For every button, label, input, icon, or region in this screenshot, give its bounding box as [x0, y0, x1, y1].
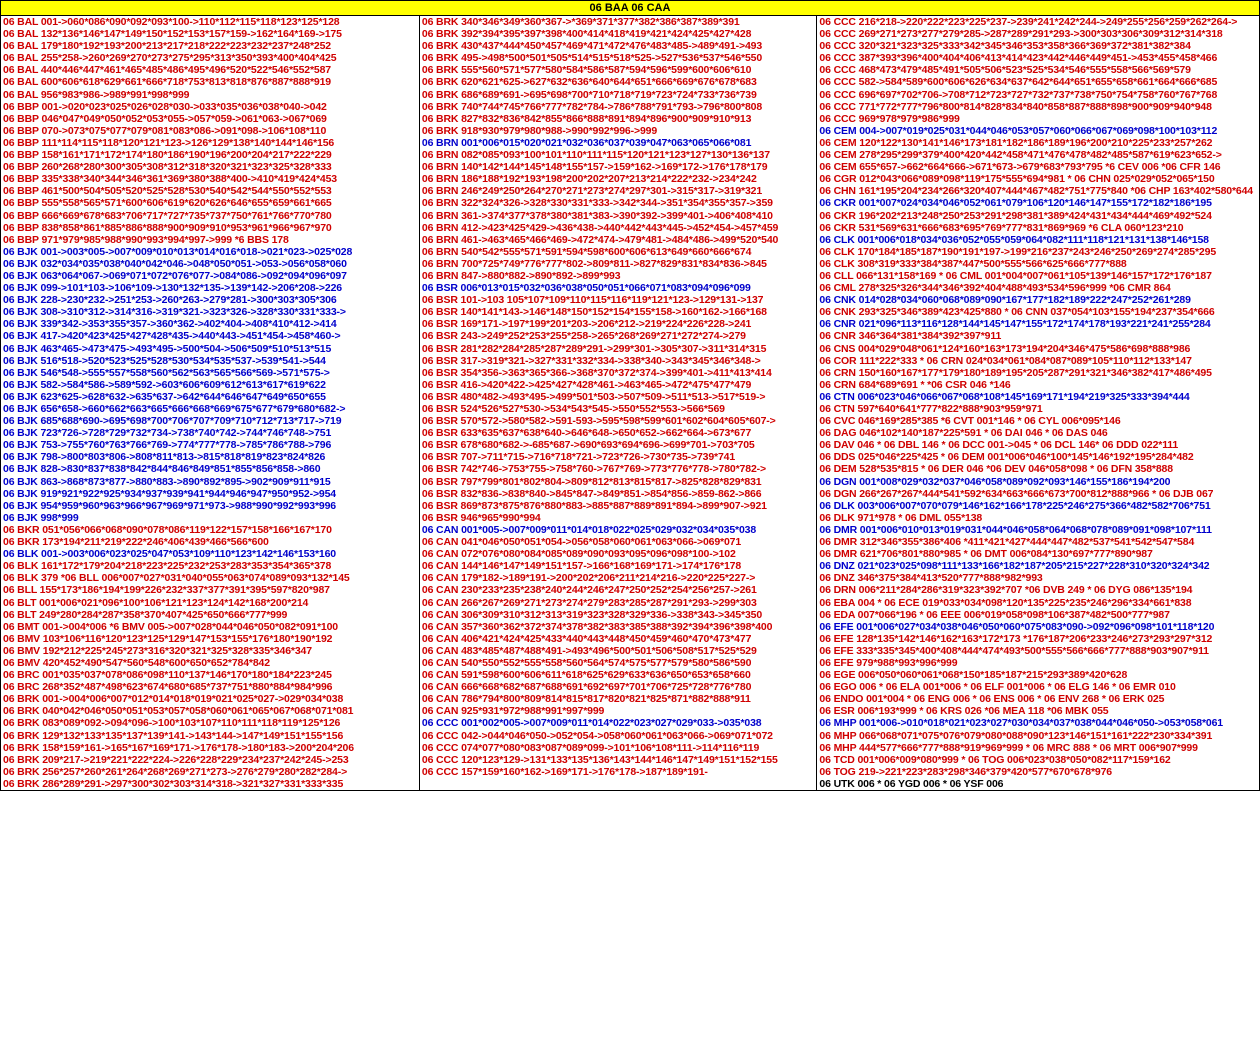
- listing-row: 06 BRK 495->498*500*501*505*514*515*518*525->527*536*537*546*550: [421, 52, 763, 65]
- listing-row: 06 BBP 046*047*049*050*052*053*055->057*059->061*063->067*069: [3, 112, 327, 125]
- listing-row: 06 CAN 306*309*310*312*313*319*323*328*329*336->338*343->345*350: [421, 608, 763, 621]
- listing-row: 06 BRN 361->374*377*378*380*381*383->390*392->399*401->406*408*410: [421, 209, 773, 222]
- listing-row: 06 DAG 046*102*140*187*225*591 * 06 DAI 046 * 06 DAS 046: [819, 427, 1108, 440]
- column-left: [1, 16, 420, 790]
- listing-row: 06 BJK 998*999: [3, 511, 79, 524]
- listing-row: 06 BSR 742*746->753*755->758*760->767*769->773*776*778->780*782->: [421, 463, 766, 476]
- listing-row: 06 BJK 863->868*873*877->880*883->890*892*895->902*909*911*915: [3, 475, 331, 488]
- listing-row: 06 BJK 656*658->660*662*663*665*666*668*669*675*677*679*680*682->: [3, 403, 346, 415]
- listing-row: 06 BJK 063*064*067->069*071*072*076*077->084*086->092*094*096*097: [3, 269, 347, 282]
- listing-row: 06 BBP 971*979*985*988*990*993*994*997->999 *6 BBS 178: [3, 233, 289, 246]
- listing-row: 06 BJK 417->420*423*425*427*428*435->440*443->451*454->458*460->: [3, 330, 341, 343]
- listing-row: 06 BSR 570*572->580*582->591-593->595*598*599*601*602*604*605*607->: [421, 415, 776, 428]
- listing-row: 06 BKR 173*194*211*219*222*246*406*439*466*566*600: [3, 536, 269, 549]
- listing-row: 06 CAN 483*485*487*488*491->493*496*500*501*506*508*517*525*529: [421, 644, 757, 657]
- listing-row: 06 CHN 161*195*204*234*266*320*407*444*467*482*751*775*840 *06 CHP 163*402*580*644: [819, 185, 1253, 198]
- listing-row: 06 BRN 540*542*555*571*591*594*598*600*606*613*649*660*666*674: [421, 245, 752, 258]
- listing-row: 06 DLK 971*978 * 06 DML 055*138: [819, 511, 983, 524]
- listing-row: 06 CCC 582->584*589*600*606*626*634*637*642*644*651*655*658*661*664*666*685: [819, 76, 1218, 89]
- listing-row: 06 DRN 006*211*284*286*319*323*392*707 *06 DVB 249 * 06 DYG 086*135*194: [819, 584, 1193, 597]
- listing-row: 06 BRN 412->423*425*429->436*438->440*442*443*445->452*454->457*459: [421, 221, 779, 234]
- listing-row: 06 CAN 357*360*362*372*374*378*382*383*385*388*392*394*396*398*400: [421, 620, 773, 633]
- listing-row: 06 BSR 480*482->493*495->499*501*503->507*509->511*513->517*519->: [421, 390, 766, 403]
- listing-row: 06 EDA 007*066*196 * 06 EEE 006*019*058*098*106*387*482*500*777*987: [819, 608, 1170, 621]
- listing-row: 06 BSR 633*635*637*638*640->646*648->650*652->662*664->673*677: [421, 427, 752, 440]
- listing-row: 06 CCC 074*077*080*083*087*089*099->101*106*108*111->114*116*119: [421, 741, 760, 754]
- listing-row: 06 BSR 797*799*801*802*804->809*812*813*815*817->825*828*829*831: [421, 475, 762, 488]
- listing-row: 06 CTN 597*640*641*777*822*888*903*959*971: [819, 403, 1043, 415]
- listing-row: 06 BRK 256*257*260*261*264*268*269*271*273->276*279*280*282*284->: [3, 765, 348, 778]
- listing-row: 06 CCC 771*772*777*796*800*814*828*834*840*858*887*888*898*900*909*940*948: [819, 100, 1212, 113]
- listing-row: 06 BRN 001*006*015*020*021*032*036*037*039*047*063*065*066*081: [421, 136, 752, 149]
- listing-row: 06 BLK 001->003*006*023*025*047*053*109*110*123*142*146*153*160: [3, 548, 336, 561]
- listing-row: 06 BJK 919*921*922*925*934*937*939*941*944*946*947*950*952->954: [3, 487, 336, 500]
- listing-row: 06 BLK 379 *06 BLL 006*007*027*031*040*055*063*074*089*093*132*145: [3, 572, 350, 585]
- listing-row: 06 CAN 041*046*050*051*054->056*058*060*061*063*066->069*071: [421, 536, 742, 549]
- listing-row: 06 CAN 266*267*269*271*273*274*279*283*285*287*291*293->299*303: [421, 596, 757, 609]
- listing-row: 06 CCC 120*123*129->131*133*135*136*143*144*146*147*149*151*152*155: [421, 753, 778, 766]
- listing-row: 06 BJK 723*726->728*729*732*734->738*740*742->744*746*748->751: [3, 427, 332, 440]
- listing-row: 06 CNK 014*028*034*060*068*089*090*167*177*182*189*222*247*252*261*289: [819, 294, 1191, 307]
- listing-row: 06 BRK 686*689*691->695*698*700*710*718*719*723*724*733*736*739: [421, 88, 757, 101]
- listing-row: 06 BSR 140*141*143->146*148*150*152*154*155*158->160*162->166*168: [421, 306, 767, 319]
- listing-row: 06 CRN 684*689*691 * *06 CSR 046 *146: [819, 378, 1011, 391]
- listing-row: 06 CEM 120*122*130*141*146*173*181*182*186*189*196*200*210*225*233*257*262: [819, 136, 1213, 149]
- listing-row: 06 BRN 322*324*326->328*330*331*333->342*344->351*354*355*357->359: [421, 197, 773, 210]
- listing-row: 06 BLT 001*006*021*096*100*106*121*123*124*142*168*200*214: [3, 596, 309, 609]
- listing-row: 06 CNR 021*096*113*116*128*144*145*147*155*172*174*178*193*221*241*255*284: [819, 318, 1211, 331]
- listing-row: 06 BMV 420*452*490*547*560*548*600*650*652*784*842: [3, 656, 270, 669]
- listing-row: 06 BJK 685*688*690->695*698*700*706*707*709*710*712*713*717->719: [3, 415, 342, 428]
- listing-row: 06 CAN 072*076*080*084*085*089*090*093*095*096*098*100->102: [421, 548, 736, 561]
- listing-row: 06 EGO 006 * 06 ELA 001*006 * 06 ELF 001*006 * 06 ELG 146 * 06 EMR 010: [819, 681, 1176, 694]
- listing-row: 06 CCC 969*978*979*986*999: [819, 112, 960, 125]
- listing-row: 06 CML 278*325*326*344*346*392*404*488*493*534*596*999 *06 CMR 864: [819, 282, 1171, 295]
- listing-row: 06 BJK 463*465->473*475->493*495->500*504->506*509*510*513*515: [3, 342, 332, 355]
- listing-row: 06 BSR 416->420*422->425*427*428*461->463*465->472*475*477*479: [421, 378, 752, 391]
- listing-row: 06 BRK 209*217->219*221*222*224->226*228*229*234*237*242*245->253: [3, 753, 349, 766]
- listing-row: 06 CEM 004->007*019*025*031*044*046*053*057*060*066*067*069*098*100*103*112: [819, 124, 1218, 137]
- listing-row: 06 BJK 798->800*803*806->808*811*813->815*818*819*823*824*826: [3, 451, 326, 464]
- listing-row: 06 CCC 320*321*323*325*333*342*345*346*353*358*366*369*372*381*382*384: [819, 40, 1191, 53]
- listing-row: 06 DGN 266*267*267*444*541*592*634*663*666*673*700*812*888*966 * 06 DJB 067: [819, 487, 1214, 500]
- listing-row: 06 BSR 946*965*990*994: [421, 511, 541, 524]
- listing-row: 06 BSR 869*873*875*876*880*883->885*887*889*891*894->899*907->921: [421, 499, 767, 512]
- listing-row: 06 DMR 001*006*010*013*019*031*044*046*058*064*068*078*089*091*098*107*111: [819, 523, 1212, 536]
- listing-row: 06 CKR 531*569*631*666*683*695*769*777*831*869*969 *6 CLA 060*123*210: [819, 221, 1184, 234]
- listing-row: 06 CAN 230*233*235*238*240*244*246*247*250*252*254*256*257->261: [421, 584, 757, 597]
- listing-row: 06 EGE 006*050*060*061*068*150*185*187*215*293*389*420*628: [819, 669, 1128, 682]
- page-title: 06 BAA 06 CAA: [1, 1, 1259, 16]
- listing-row: 06 BBP 666*669*678*683*706*717*727*735*737*750*761*766*770*780: [3, 209, 332, 222]
- listing-row: 06 BKR 051*056*066*068*090*078*086*119*122*157*158*166*167*170: [3, 523, 332, 536]
- listing-row: 06 BAL 440*446*447*461*465*485*486*495*496*520*522*546*552*587: [3, 64, 331, 77]
- listing-row: 06 BSR 678*680*682->-685*687->690*693*694*696->699*701->703*705: [421, 439, 755, 452]
- columns-container: [1, 16, 1259, 790]
- listing-row: 06 CCC 042->044*046*050->052*054->058*060*061*063*066->069*071*072: [421, 729, 773, 742]
- listing-row: 06 CCC 468*473*479*485*491*505*506*523*525*534*546*555*558*566*569*579: [819, 64, 1191, 77]
- listing-row: 06 EFE 001*006*027*034*038*046*050*060*075*083*090->092*096*098*101*118*120: [819, 620, 1215, 633]
- listing-row: 06 BAL 600*606*618*629*661*666*718*753*813*818*876*887*888*919: [3, 76, 331, 89]
- listing-row: 06 CCC 696*697*702*706->708*712*723*727*732*737*738*750*754*758*760*767*768: [819, 88, 1218, 101]
- listing-row: 06 BBP 001->020*023*025*026*028*030->033*035*036*038*040->042: [3, 100, 327, 113]
- listing-row: 06 BSR 524*526*527*530->534*543*545->550*552*553->566*569: [421, 403, 725, 415]
- listing-row: 06 CLK 308*319*333*384*387*447*500*555*566*625*666*777*888: [819, 257, 1127, 270]
- listing-row: 06 BSR 281*282*284*285*287*289*291->299*301->305*307->311*314*315: [421, 342, 767, 355]
- listing-row: 06 BAL 001->060*086*090*092*093*100->110*112*115*118*123*125*128: [3, 16, 340, 28]
- listing-row: 06 BLL 155*173*186*194*199*226*232*337*377*391*395*597*820*987: [3, 584, 330, 597]
- listing-row: 06 BLK 161*172*179*204*218*223*225*232*253*283*353*354*365*378: [3, 560, 332, 573]
- listing-row: 06 BRN 847->880*882->890*892->899*993: [421, 269, 621, 282]
- listing-row: 06 MHP 444*577*666*777*888*919*969*999 * 06 MRC 888 * 06 MRT 006*907*999: [819, 741, 1198, 754]
- listing-row: 06 DGN 001*008*029*032*037*046*058*089*092*093*146*155*186*194*200: [819, 475, 1171, 488]
- listing-row: 06 BRK 129*132*133*135*137*139*141->143*144->147*149*151*155*156: [3, 729, 344, 742]
- listing-row: 06 CEM 278*295*299*379*400*420*442*458*471*476*478*482*485*587*619*623*652->: [819, 149, 1222, 162]
- listing-row: 06 CAN 179*182->189*191->200*202*206*211*214*216->220*225*227->: [421, 572, 756, 585]
- listing-row: 06 BRK 286*289*291->297*300*302*303*314*318->321*327*331*333*335: [3, 777, 344, 790]
- listing-row: 06 BJK 228->230*232->251*253->260*263->279*281->300*303*305*306: [3, 294, 337, 307]
- listing-row: 06 DAV 046 * 06 DBL 146 * 06 DCC 001->045 * 06 DCL 146* 06 DDD 022*111: [819, 439, 1179, 452]
- listing-row: 06 CNK 293*325*346*389*423*425*880 * 06 CNN 037*054*103*155*194*237*354*666: [819, 306, 1215, 319]
- listing-row: 06 CNR 346*364*381*384*392*397*911: [819, 330, 1002, 343]
- listing-row: 06 BJK 308->310*312->314*316->319*321->323*326->328*330*331*333->: [3, 306, 346, 319]
- listing-row: 06 BBP 070->073*075*077*079*081*083*086->091*098->106*108*110: [3, 124, 327, 137]
- listing-row: 06 BJK 954*959*960*963*966*967*969*971*973->988*990*992*993*996: [3, 499, 336, 512]
- listing-row: 06 BMV 192*212*225*245*273*316*320*321*325*328*335*346*347: [3, 644, 312, 657]
- listing-row: 06 BRK 040*042*046*050*051*053*057*058*060*061*065*067*068*071*081: [3, 705, 354, 718]
- listing-row: 06 BRN 246*249*250*264*270*271*273*274*297*301->315*317->319*321: [421, 185, 763, 198]
- listing-row: 06 DEM 528*535*815 * 06 DER 046 *06 DEV 046*058*098 * 06 DFN 358*888: [819, 463, 1173, 476]
- listing-row: 06 CGR 012*043*066*089*098*119*175*555*694*981 * 06 CHN 025*029*052*065*150: [819, 173, 1215, 186]
- listing-row: 06 BRK 001->004*006*007*012*014*018*019*021*025*027->029*034*038: [3, 693, 344, 706]
- listing-row: 06 EFE 333*335*345*400*408*444*474*493*500*555*566*666*777*888*903*907*911: [819, 644, 1209, 657]
- listing-row: 06 BBP 838*858*861*885*886*888*900*909*910*953*961*966*967*970: [3, 221, 332, 234]
- listing-row: 06 CCC 216*218->220*222*223*225*237->239*241*242*244->249*255*256*259*262*264->: [819, 16, 1238, 28]
- listing-row: 06 DNZ 021*023*025*098*111*133*166*182*187*205*215*227*228*310*320*324*342: [819, 560, 1210, 573]
- listing-row: 06 CCC 157*159*160*162->169*171->176*178->187*189*191-: [421, 765, 708, 778]
- listing-row: 06 CLL 066*131*158*169 * 06 CML 001*004*007*061*105*139*146*157*172*176*187: [819, 269, 1212, 282]
- listing-row: 06 DDS 025*046*225*425 * 06 DEM 001*006*046*100*145*146*192*195*284*482: [819, 451, 1194, 464]
- listing-row: 06 BRK 740*744*745*766*777*782*784->786*788*791*793->796*800*808: [421, 100, 763, 113]
- listing-row: 06 BBP 461*500*504*505*520*525*528*530*540*542*544*550*552*553: [3, 185, 332, 198]
- listing-row: 06 BAL 956*983*986->989*991*998*999: [3, 88, 190, 101]
- listing-row: 06 MHP 066*068*071*075*076*079*080*088*090*123*146*151*161*222*230*334*391: [819, 729, 1213, 742]
- listing-row: 06 CTN 006*023*046*066*067*068*108*145*169*171*194*219*325*333*394*444: [819, 390, 1190, 403]
- listing-row: 06 BSR 317->319*321->327*331*332*334->338*340->343*345*346*348->: [421, 354, 761, 367]
- listing-row: 06 COR 111*222*333 * 06 CRN 024*034*061*084*087*089*105*110*112*133*147: [819, 354, 1192, 367]
- listing-row: 06 DMR 312*346*355*386*406 *411*421*427*444*447*482*537*541*542*547*584: [819, 536, 1195, 549]
- listing-row: 06 BRK 083*089*092->094*096->100*103*107*110*111*118*119*125*126: [3, 717, 341, 730]
- column-middle: [420, 16, 818, 790]
- listing-row: 06 BJK 623*625->628*632->635*637->642*644*646*647*649*650*655: [3, 390, 326, 403]
- listing-row: 06 ESR 006*193*999 * 06 KRS 026 *06 MEA 118 *06 MBK 055: [819, 705, 1109, 718]
- listing-row: 06 BRK 392*394*395*397*398*400*414*418*419*421*424*425*427*428: [421, 28, 752, 41]
- listing-row: 06 DMR 621*706*801*880*985 * 06 DMT 006*084*130*697*777*890*987: [819, 548, 1153, 561]
- listing-row: 06 CAN 406*421*424*425*433*440*443*448*450*459*460*470*473*477: [421, 632, 752, 645]
- listing-row: 06 BSR 006*013*015*032*036*038*050*051*066*071*083*094*096*099: [421, 282, 751, 295]
- listing-row: 06 DLK 003*006*007*070*079*146*162*166*178*225*246*275*366*482*582*706*751: [819, 499, 1211, 512]
- listing-row: 06 BRK 918*930*979*980*988->990*992*996->999: [421, 124, 658, 137]
- listing-row: 06 TCD 001*006*009*080*999 * 06 TOG 006*023*038*050*082*117*159*162: [819, 753, 1171, 766]
- listing-row: 06 BRK 340*346*349*360*367->*369*371*377*382*386*387*389*391: [421, 16, 740, 28]
- listing-row: 06 BJK 339*342->353*355*357->360*362->402*404->408*410*412->414: [3, 318, 337, 331]
- listing-row: 06 BSR 832*836->838*840->845*847->849*851->854*856->859-862->866: [421, 487, 762, 500]
- listing-row: 06 CAN 666*668*682*687*688*691*692*697*701*706*725*728*776*780: [421, 681, 752, 694]
- listing-row: 06 BSR 707->711*715->716*718*721->723*726->730*735->739*741: [421, 451, 736, 464]
- listing-row: 06 DNZ 346*375*384*413*520*777*888*982*993: [819, 572, 1043, 585]
- listing-row: 06 BBP 555*558*565*571*600*606*619*620*626*646*655*659*661*665: [3, 197, 332, 210]
- listing-row: 06 UTK 006 * 06 YGD 006 * 06 YSF 006: [819, 777, 1004, 790]
- listing-row: 06 CCC 269*271*273*277*279*285->287*289*291*293->300*303*306*309*312*314*318: [819, 28, 1223, 41]
- listing-row: 06 CCC 387*393*396*400*404*406*413*414*423*442*446*449*451->453*455*458*466: [819, 52, 1218, 65]
- listing-row: 06 BRK 827*832*836*842*855*866*888*891*894*896*900*909*910*913: [421, 112, 752, 125]
- listing-row: 06 BBP 335*338*340*344*346*361*369*380*388*400->410*419*424*453: [3, 173, 337, 186]
- listing-row: 06 BSR 169*171->197*199*201*203->206*212->219*224*226*228->241: [421, 318, 752, 331]
- listing-row: 06 CAN 925*931*972*988*991*997*999: [421, 705, 605, 718]
- listing-row: 06 CKR 196*202*213*248*250*253*291*298*381*389*424*431*434*444*469*492*524: [819, 209, 1212, 222]
- listing-row: 06 CAN 001*005->007*009*011*014*018*022*025*029*032*034*035*038: [421, 523, 757, 536]
- listing-row: 06 MHP 001*006->010*018*021*023*027*030*034*037*038*044*046*050->053*058*061: [819, 717, 1223, 730]
- listing-row: 06 EFE 128*135*142*146*162*163*172*173 *176*187*206*233*246*273*293*297*312: [819, 632, 1213, 645]
- listing-row: 06 CAN 591*598*600*606*611*618*625*629*633*636*650*653*658*660: [421, 669, 751, 682]
- listing-row: 06 BLT 249*280*284*287*358*370*407*425*650*666*777*999: [3, 608, 288, 621]
- listing-row: 06 BRN 082*085*093*100*101*110*111*115*120*121*123*127*130*136*137: [421, 149, 770, 162]
- listing-row: 06 EFE 979*988*993*996*999: [819, 656, 958, 669]
- column-right: [817, 16, 1259, 790]
- listing-row: 06 BJK 516*518->520*523*525*528*530*534*535*537->539*541->544: [3, 354, 326, 367]
- listing-row: 06 BJK 582->584*586->589*592->603*606*609*612*613*617*619*622: [3, 378, 326, 391]
- listing-row: 06 BRK 430*437*444*450*457*469*471*472*476*483*485->489*491->493: [421, 40, 763, 53]
- listing-row: 06 CCC 001*002*005->007*009*011*014*022*023*027*029*033->035*038: [421, 717, 762, 730]
- listing-row: 06 CAN 144*146*147*149*151*157->166*168*169*171->174*176*178: [421, 560, 742, 573]
- listing-row: 06 TOG 219->221*223*283*298*346*379*420*577*670*678*976: [819, 765, 1112, 778]
- listing-row: 06 BSR 243->249*252*253*255*258->265*268*269*271*272*274->279: [421, 330, 746, 343]
- listing-row: 06 BJK 753->755*760*763*766*769->774*777*778->785*786*788->796: [3, 439, 332, 452]
- listing-row: 06 EBA 004 * 06 ECE 019*033*034*098*120*135*225*235*246*296*334*661*838: [819, 596, 1192, 609]
- listing-row: 06 BAL 255*258->260*269*270*273*275*295*313*350*393*400*404*425: [3, 52, 337, 65]
- listing-row: 06 CLK 001*006*018*034*036*052*055*059*064*082*111*118*121*131*138*146*158: [819, 233, 1209, 246]
- listing-row: 06 BBP 260*268*280*300*305*308*312*318*320*321*323*325*328*333: [3, 161, 332, 174]
- listing-row: 06 BSR 101->103 105*107*109*110*115*116*119*121*123->129*131->137: [421, 294, 764, 307]
- listing-row: 06 BRK 620*621*625->627*632*636*640*644*651*666*669*676*678*683: [421, 76, 757, 89]
- listing-row: 06 CEM 655*657->662*664*666->671*673->679*683*793*795 *6 CEV 006 *06 CFR 146: [819, 161, 1221, 174]
- listing-row: 06 CVC 046*169*285*385 *6 CVT 001*146 * 06 CYL 006*095*146: [819, 415, 1121, 428]
- listing-row: 06 BJK 001->003*005->007*009*010*013*014*016*018->021*023->025*028: [3, 245, 353, 258]
- listing-row: 06 CKR 001*007*024*034*046*052*061*079*106*120*146*147*155*172*182*186*195: [819, 197, 1212, 210]
- listing-row: 06 BBP 111*114*115*118*120*121*123->126*129*138*140*144*146*156: [3, 136, 335, 149]
- listing-row: 06 BMV 103*106*116*120*123*125*129*147*153*155*176*180*190*192: [3, 632, 333, 645]
- listing-row: 06 CLK 170*184*185*187*190*191*197->199*216*237*243*246*250*269*274*285*295: [819, 245, 1217, 258]
- listing-row: 06 BRC 001*035*037*078*086*098*110*137*146*170*180*184*223*245: [3, 669, 332, 682]
- listing-row: 06 BAL 132*136*146*147*149*150*152*153*157*159->162*164*169->175: [3, 28, 342, 41]
- listing-row: 06 BAL 179*180*192*193*200*213*217*218*222*223*232*237*248*252: [3, 40, 331, 53]
- listing-row: 06 BRN 140*142*144*145*148*155*157->159*162->169*172->176*178*179: [421, 161, 768, 174]
- listing-row: 06 BRK 555*560*571*577*580*584*586*587*594*596*599*600*606*610: [421, 64, 752, 77]
- listing-row: 06 BRN 186*188*192*193*198*200*202*207*213*214*222*232->234*242: [421, 173, 757, 186]
- listing-row: 06 BRN 700*725*749*776*777*802->809*811->827*829*831*834*836->845: [421, 257, 767, 270]
- listing-row: 06 BBP 158*161*171*172*174*180*186*190*196*200*204*217*222*229: [3, 149, 332, 162]
- listing-row: 06 CRN 150*160*167*177*179*180*189*195*205*287*291*321*346*382*417*486*495: [819, 366, 1212, 379]
- listing-row: 06 CAN 540*550*552*555*558*560*564*574*575*577*579*580*586*590: [421, 656, 752, 669]
- listing-row: 06 BRN 461->463*465*466*469->472*474->479*481->484*486->499*520*540: [421, 233, 779, 246]
- listing-row: 06 BJK 099->101*103->106*109->130*132*135->139*142->206*208->226: [3, 282, 342, 295]
- listing-row: 06 BJK 828->830*837*838*842*844*846*849*851*855*856*858->860: [3, 463, 321, 476]
- listing-row: 06 CNS 004*029*048*061*124*160*163*173*194*204*346*475*586*698*888*986: [819, 342, 1191, 355]
- listing-row: 06 BJK 032*034*035*038*040*042*046->048*050*051->053->056*058*060: [3, 257, 347, 270]
- listing-row: 06 BSR 354*356->363*365*366->368*370*372*374->399*401->411*413*414: [421, 366, 772, 379]
- listing-row: 06 CAN 786*794*800*809*814*815*817*820*821*825*871*882*888*911: [421, 693, 751, 706]
- listing-row: 06 BMT 001->004*006 *6 BMV 005->007*028*044*046*050*082*091*100: [3, 620, 338, 633]
- listing-row: 06 BRC 268*352*487*498*623*674*680*685*737*751*880*884*984*996: [3, 681, 333, 694]
- listing-row: 06 BJK 546*548->555*557*558*560*562*563*565*566*569->571*575->: [3, 366, 330, 379]
- listing-row: 06 ENDO 001*004 * 06 ENG 006 * 06 ENS 006 * 06 ENV 268 * 06 ERK 025: [819, 693, 1165, 706]
- listing-row: 06 BRK 158*159*161->165*167*169*171->176*178->180*183->200*204*206: [3, 741, 354, 754]
